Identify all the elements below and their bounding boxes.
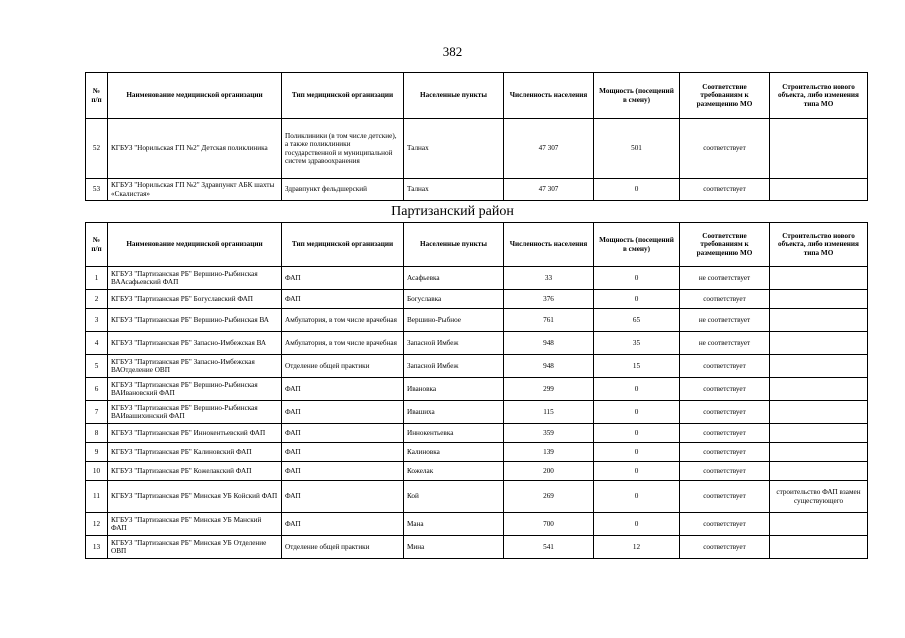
cell-capacity: 0 bbox=[594, 443, 680, 462]
cell-settlement: Ивашиха bbox=[404, 401, 504, 424]
cell-type: Поликлиники (в том числе детские), а также поликлиники государственной и муниципальной систем здравоохранения bbox=[282, 119, 404, 179]
table-header-row bbox=[86, 73, 868, 119]
cell-population: 948 bbox=[504, 355, 594, 378]
cell-compliance: соответствует bbox=[680, 536, 770, 559]
table-row bbox=[86, 462, 868, 481]
cell-type: Амбулатория, в том числе врачебная bbox=[282, 332, 404, 355]
cell-construction bbox=[770, 179, 868, 201]
cell-compliance: соответствует bbox=[680, 290, 770, 309]
cell-compliance: соответствует bbox=[680, 424, 770, 443]
table-row bbox=[86, 481, 868, 513]
cell-settlement: Иннокентьевка bbox=[404, 424, 504, 443]
cell-name: КГБУЗ "Партизанская РБ" Вершино-Рыбинская ВА bbox=[108, 309, 282, 332]
cell-capacity: 15 bbox=[594, 355, 680, 378]
cell-type: Отделение общей практики bbox=[282, 355, 404, 378]
cell-type: Отделение общей практики bbox=[282, 536, 404, 559]
cell-population: 200 bbox=[504, 462, 594, 481]
cell-compliance: соответствует bbox=[680, 443, 770, 462]
cell-name: КГБУЗ "Партизанская РБ" Вершино-Рыбинская ВААсафьевский ФАП bbox=[108, 267, 282, 290]
cell-compliance: соответствует bbox=[680, 462, 770, 481]
cell-num: 11 bbox=[86, 481, 108, 513]
table-row bbox=[86, 513, 868, 536]
header-settlements: Населенные пункты bbox=[404, 223, 504, 267]
header-num: № п/п bbox=[86, 73, 108, 119]
cell-name: КГБУЗ "Партизанская РБ" Вершино-Рыбинская ВАИвановский ФАП bbox=[108, 378, 282, 401]
cell-num: 4 bbox=[86, 332, 108, 355]
cell-num: 1 bbox=[86, 267, 108, 290]
cell-capacity: 12 bbox=[594, 536, 680, 559]
header-construction: Строительство нового объекта, либо изменения типа МО bbox=[770, 223, 868, 267]
cell-construction bbox=[770, 332, 868, 355]
cell-capacity: 0 bbox=[594, 267, 680, 290]
cell-population: 47 307 bbox=[504, 119, 594, 179]
header-compliance: Соответствие требованиям к размещению МО bbox=[680, 223, 770, 267]
cell-settlement: Талнах bbox=[404, 119, 504, 179]
cell-construction bbox=[770, 401, 868, 424]
table-row bbox=[86, 119, 868, 179]
cell-type: ФАП bbox=[282, 462, 404, 481]
cell-compliance: не соответствует bbox=[680, 332, 770, 355]
table-row bbox=[86, 378, 868, 401]
cell-capacity: 0 bbox=[594, 424, 680, 443]
cell-num: 9 bbox=[86, 443, 108, 462]
cell-capacity: 0 bbox=[594, 401, 680, 424]
cell-construction bbox=[770, 536, 868, 559]
cell-construction bbox=[770, 267, 868, 290]
cell-num: 12 bbox=[86, 513, 108, 536]
cell-num: 52 bbox=[86, 119, 108, 179]
cell-settlement: Кожелак bbox=[404, 462, 504, 481]
cell-settlement: Запасной Имбеж bbox=[404, 332, 504, 355]
cell-capacity: 501 bbox=[594, 119, 680, 179]
header-num: № п/п bbox=[86, 223, 108, 267]
cell-name: КГБУЗ "Партизанская РБ" Минская УБ Манский ФАП bbox=[108, 513, 282, 536]
cell-settlement: Талнах bbox=[404, 179, 504, 201]
cell-capacity: 0 bbox=[594, 179, 680, 201]
facilities-table-partizansky bbox=[85, 222, 868, 559]
table-row bbox=[86, 443, 868, 462]
cell-name: КГБУЗ "Норильская ГП №2" Здравпункт АБК шахты «Скалистая» bbox=[108, 179, 282, 201]
cell-construction bbox=[770, 424, 868, 443]
cell-compliance: соответствует bbox=[680, 378, 770, 401]
cell-type: ФАП bbox=[282, 378, 404, 401]
header-name: Наименование медицинской организации bbox=[108, 73, 282, 119]
header-population: Численность населения bbox=[504, 223, 594, 267]
cell-num: 13 bbox=[86, 536, 108, 559]
cell-settlement: Ивановка bbox=[404, 378, 504, 401]
cell-num: 10 bbox=[86, 462, 108, 481]
cell-name: КГБУЗ "Партизанская РБ" Запасно-Имбежская ВАОтделение ОВП bbox=[108, 355, 282, 378]
header-settlements: Населенные пункты bbox=[404, 73, 504, 119]
header-capacity: Мощность (посещений в смену) bbox=[594, 223, 680, 267]
cell-population: 359 bbox=[504, 424, 594, 443]
header-capacity: Мощность (посещений в смену) bbox=[594, 73, 680, 119]
cell-num: 7 bbox=[86, 401, 108, 424]
cell-population: 376 bbox=[504, 290, 594, 309]
cell-settlement: Кой bbox=[404, 481, 504, 513]
table-row bbox=[86, 267, 868, 290]
header-name: Наименование медицинской организации bbox=[108, 223, 282, 267]
cell-construction bbox=[770, 355, 868, 378]
table-row bbox=[86, 401, 868, 424]
table-row bbox=[86, 309, 868, 332]
cell-compliance: соответствует bbox=[680, 179, 770, 201]
cell-population: 700 bbox=[504, 513, 594, 536]
cell-construction: строительство ФАП взамен существующего bbox=[770, 481, 868, 513]
table-row bbox=[86, 179, 868, 201]
cell-compliance: не соответствует bbox=[680, 309, 770, 332]
cell-capacity: 0 bbox=[594, 290, 680, 309]
cell-capacity: 0 bbox=[594, 481, 680, 513]
cell-capacity: 35 bbox=[594, 332, 680, 355]
cell-population: 541 bbox=[504, 536, 594, 559]
cell-name: КГБУЗ "Партизанская РБ" Калиновский ФАП bbox=[108, 443, 282, 462]
cell-compliance: соответствует bbox=[680, 119, 770, 179]
region-title: Партизанский район bbox=[391, 204, 514, 219]
cell-name: КГБУЗ "Норильская ГП №2" Детская поликлиника bbox=[108, 119, 282, 179]
cell-population: 299 bbox=[504, 378, 594, 401]
cell-population: 139 bbox=[504, 443, 594, 462]
cell-settlement: Мана bbox=[404, 513, 504, 536]
cell-type: Здравпункт фельдшерский bbox=[282, 179, 404, 201]
facilities-table-norilsk bbox=[85, 72, 868, 201]
cell-construction bbox=[770, 290, 868, 309]
cell-population: 115 bbox=[504, 401, 594, 424]
cell-population: 948 bbox=[504, 332, 594, 355]
header-population: Численность населения bbox=[504, 73, 594, 119]
cell-name: КГБУЗ "Партизанская РБ" Минская УБ Отделение ОВП bbox=[108, 536, 282, 559]
cell-settlement: Запасной Имбеж bbox=[404, 355, 504, 378]
cell-compliance: не соответствует bbox=[680, 267, 770, 290]
cell-type: ФАП bbox=[282, 481, 404, 513]
cell-type: ФАП bbox=[282, 443, 404, 462]
cell-settlement: Асафьевка bbox=[404, 267, 504, 290]
cell-type: ФАП bbox=[282, 513, 404, 536]
table-row bbox=[86, 536, 868, 559]
page-number: 382 bbox=[442, 44, 463, 59]
cell-compliance: соответствует bbox=[680, 513, 770, 536]
cell-settlement: Мина bbox=[404, 536, 504, 559]
cell-type: Амбулатория, в том числе врачебная bbox=[282, 309, 404, 332]
header-construction: Строительство нового объекта, либо изменения типа МО bbox=[770, 73, 868, 119]
cell-population: 269 bbox=[504, 481, 594, 513]
cell-num: 6 bbox=[86, 378, 108, 401]
cell-num: 53 bbox=[86, 179, 108, 201]
table-header-row bbox=[86, 223, 868, 267]
cell-capacity: 65 bbox=[594, 309, 680, 332]
cell-num: 2 bbox=[86, 290, 108, 309]
header-compliance: Соответствие требованиям к размещению МО bbox=[680, 73, 770, 119]
cell-type: ФАП bbox=[282, 401, 404, 424]
cell-construction bbox=[770, 119, 868, 179]
cell-type: ФАП bbox=[282, 290, 404, 309]
header-type: Тип медицинской организации bbox=[282, 223, 404, 267]
cell-compliance: соответствует bbox=[680, 481, 770, 513]
header-type: Тип медицинской организации bbox=[282, 73, 404, 119]
cell-construction bbox=[770, 309, 868, 332]
cell-name: КГБУЗ "Партизанская РБ" Минская УБ Койский ФАП bbox=[108, 481, 282, 513]
cell-capacity: 0 bbox=[594, 513, 680, 536]
cell-settlement: Богуславка bbox=[404, 290, 504, 309]
cell-construction bbox=[770, 513, 868, 536]
cell-settlement: Вершино-Рыбное bbox=[404, 309, 504, 332]
cell-population: 33 bbox=[504, 267, 594, 290]
cell-name: КГБУЗ "Партизанская РБ" Запасно-Имбежская ВА bbox=[108, 332, 282, 355]
table-row bbox=[86, 424, 868, 443]
cell-name: КГБУЗ "Партизанская РБ" Вершино-Рыбинская ВАИвашихинский ФАП bbox=[108, 401, 282, 424]
cell-name: КГБУЗ "Партизанская РБ" Иннокентьевский ФАП bbox=[108, 424, 282, 443]
cell-capacity: 0 bbox=[594, 462, 680, 481]
cell-compliance: соответствует bbox=[680, 401, 770, 424]
cell-population: 47 307 bbox=[504, 179, 594, 201]
table-row bbox=[86, 290, 868, 309]
cell-name: КГБУЗ "Партизанская РБ" Кожелакский ФАП bbox=[108, 462, 282, 481]
cell-type: ФАП bbox=[282, 267, 404, 290]
cell-settlement: Калиновка bbox=[404, 443, 504, 462]
cell-construction bbox=[770, 443, 868, 462]
cell-num: 5 bbox=[86, 355, 108, 378]
cell-construction bbox=[770, 378, 868, 401]
cell-name: КГБУЗ "Партизанская РБ" Богуславский ФАП bbox=[108, 290, 282, 309]
cell-num: 3 bbox=[86, 309, 108, 332]
cell-type: ФАП bbox=[282, 424, 404, 443]
cell-compliance: соответствует bbox=[680, 355, 770, 378]
table-row bbox=[86, 355, 868, 378]
table-row bbox=[86, 332, 868, 355]
cell-construction bbox=[770, 462, 868, 481]
cell-capacity: 0 bbox=[594, 378, 680, 401]
cell-population: 761 bbox=[504, 309, 594, 332]
cell-num: 8 bbox=[86, 424, 108, 443]
